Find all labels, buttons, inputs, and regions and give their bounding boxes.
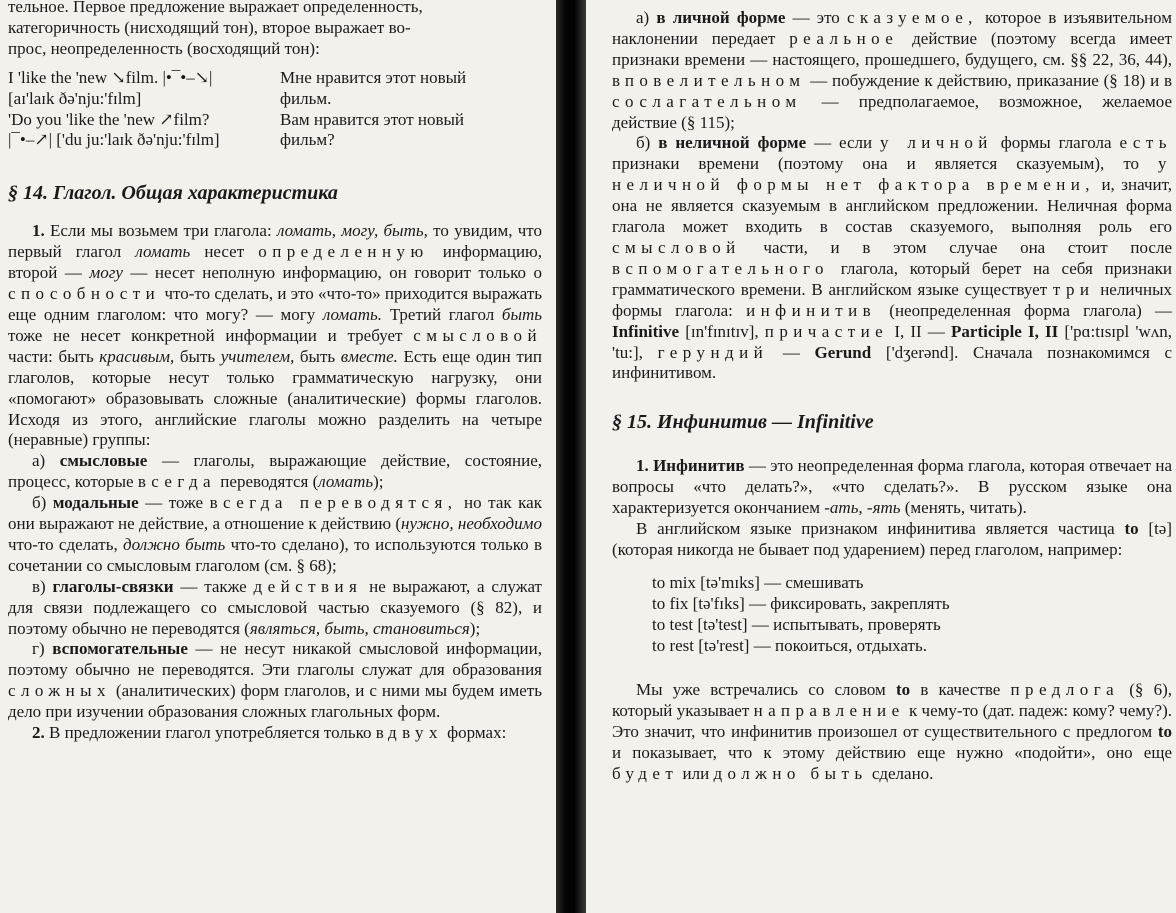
paragraph-2: 2. В предложении глагол употребляется только в двух формах: — [32, 723, 507, 743]
section-14-title: § 14. Глагол. Общая характеристика — [8, 182, 338, 205]
infinitive-paragraph-1: 1. Инфинитив — это неопределенная форма глагола, которая отвечает на вопросы «что делать?», «что сделать?». В русском языке она характеризуется окончанием -ать, -ять (менять, читать). — [612, 456, 1172, 518]
book-spine — [556, 0, 586, 913]
example-en-4: |¯•–↗| ['du ju:'laɪk ðə'nju:'fɪlm] — [8, 130, 220, 150]
infinitive-paragraph-3: Мы уже встречались со словом to в качестве предлога (§ 6), который указывает направление к чему-то (дат. падеж: кому? чему?). Это значит, что инфинитив произошел от существительного с предлогом to и показывает, что к этому действию еще нужно «подойти», оно еще будет или должно быть сделано. — [612, 680, 1173, 784]
example-en-3: 'Do you 'like the 'new ↗film? — [8, 109, 210, 129]
infinitive-example: to test [tə'test] — испытывать, проверять — [652, 614, 941, 634]
infinitive-example: to mix [tə'mɪks] — смешивать — [652, 572, 864, 592]
form-b: б) в неличной форме — если у личной формы глагола есть признаки времени (поэтому она и является сказуемым), то у неличной формы нет фактора времени, и, значит, она не является сказуемым в английском предложении. Неличная форма глагола может входить в состав сказуемого, выполняя роль его смысловой части, и в этом случае она стоит после вспомогательного глагола, который берет на себя признаки грамматического времени. В английском языке существует три неличных формы глагола: инфинитив (неопределенная форма глагола) — Infinitive [ɪn'fɪnɪtɪv], причастие I, II — Participle I, II ['pɑ:tɪsɪpl 'wʌn, 'tu:], герундий — Gerund ['dʒerənd]. Сначала познакомимся с инфинитивом. — [612, 133, 1173, 383]
top-line-2: категоричность (нисходящий тон), второе выражает во- — [8, 17, 411, 37]
example-ru-3: Вам нравится этот новый — [280, 109, 465, 129]
section-15-title: § 15. Инфинитив — Infinitive — [612, 411, 874, 434]
right-page — [586, 0, 1176, 913]
example-ru-2: фильм. — [280, 88, 332, 108]
form-a: а) в личной форме — это сказуемое, которое в изъявительном наклонении передает реальное действие (поэтому всегда имеет признаки времени — настоящего, прошедшего, будущего, см. §§ 22, 36, 44), в повелительном — побуждение к действию, приказание (§ 18) и в сослагательном — предполагаемое, возможное, желаемое действие (§ 115); — [612, 8, 1172, 132]
group-v: в) глаголы-связки — также действия не выражают, а служат для связи подлежащего со смысловой частью сказуемого (§ 82), и поэтому обычно не переводятся (являться, быть, становиться); — [8, 576, 542, 638]
infinitive-examples — [652, 573, 1172, 657]
group-g: г) вспомогательные — не несут никакой смысловой информации, поэтому обычно не переводятся. Эти глаголы служат для образования сложных (аналитических) форм глаголов, и с ними мы будем иметь дело при изучении образования сложных глагольных форм. — [8, 639, 542, 722]
paragraph-1: 1. Если мы возьмем три глагола: ломать, могу, быть, то увидим, что первый глагол ломать несет определенную информацию, второй — могу — несет неполную информацию, он говорит только о способности что-то сделать, и это «что-то» приходится выражать еще одним глаголом: что могу? — могу ломать. Третий глагол быть тоже не несет конкретной информации и требует смысловой части: быть красивым, быть учителем, быть вместе. Есть еще один тип глаголов, которые несут только грамматическую нагрузку, они «помогают» образовывать сложные (аналитические) формы глаголов. Исходя из этого, английские глаголы можно разделить на четыре (неравные) группы: — [8, 221, 543, 450]
group-a: а) смысловые — глаголы, выражающие действие, состояние, процесс, которые всегда переводятся (ломать); — [8, 451, 542, 492]
intonation-examples — [8, 68, 542, 152]
example-ru-4: фильм? — [280, 130, 335, 150]
top-line-1: тельное. Первое предложение выражает определенность, — [8, 0, 423, 16]
example-en-2: [aɪ'laɪk ðə'nju:'fɪlm] — [8, 88, 142, 108]
infinitive-example: to fix [tə'fɪks] — фиксировать, закреплять — [652, 593, 950, 613]
top-line-3: прос, неопределенность (восходящий тон): — [8, 38, 320, 58]
infinitive-paragraph-2: В английском языке признаком инфинитива является частица to [tə] (которая никогда не бывает под ударением) перед глаголом, например: — [612, 519, 1173, 559]
group-b: б) модальные — тоже всегда переводятся, но так как они выражают не действие, а отношение к действию (нужно, необходимо что-то сделать, должно быть что-то сделано), то используются только в сочетании со смысловым глаголом (см. § 68); — [8, 493, 543, 575]
example-ru-1: Мне нравится этот новый — [280, 67, 467, 87]
example-en-1: I 'like the 'new ↘film. |•¯•–↘| — [8, 67, 213, 87]
left-page — [0, 0, 556, 913]
infinitive-example: to rest [tə'rest] — покоиться, отдыхать. — [652, 635, 927, 655]
